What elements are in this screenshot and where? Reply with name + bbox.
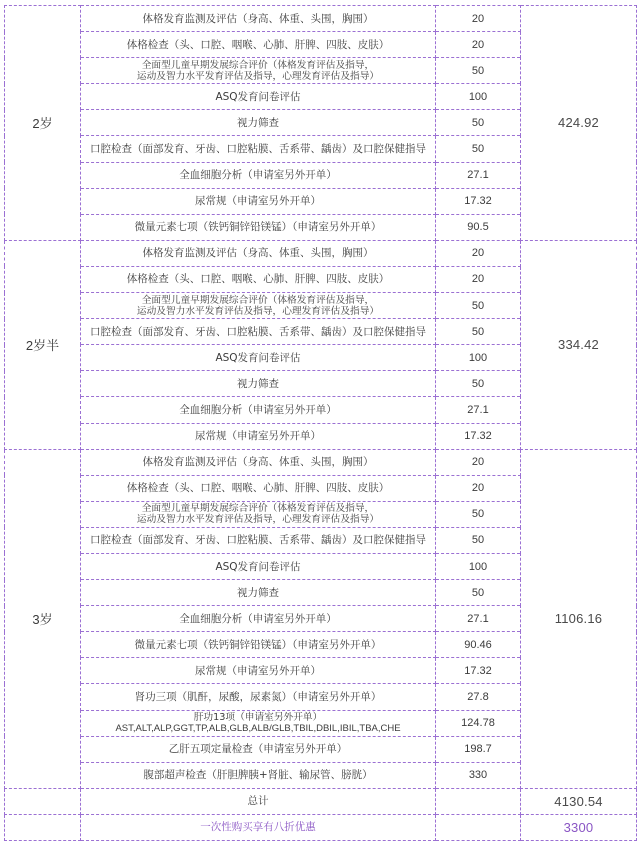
item-name: 腹部超声检查（肝胆脾胰+肾脏、输尿管、膀胱） [81,762,436,788]
discount-row [5,814,637,840]
item-name: 体格检查（头、口腔、咽喉、心肺、肝脾、四肢、皮肤） [81,266,436,292]
empty-cell [5,814,81,840]
empty-cell [436,814,521,840]
item-name: ASQ发育问卷评估 [81,345,436,371]
age-label: 3岁 [5,449,81,788]
table-row [5,6,637,32]
item-name [81,501,436,527]
item-name: 体格检查（头、口腔、咽喉、心肺、肝脾、四肢、皮肤） [81,32,436,58]
item-name: 乙肝五项定量检查（申请室另外开单） [81,736,436,762]
summary-row [5,788,637,814]
item-name-line: 全面型儿童早期发展综合评价（体格发育评估及指导， [141,503,375,515]
grand-total: 4130.54 [521,788,637,814]
item-price: 330 [436,762,521,788]
item-name-line: 全面型儿童早期发展综合评价（体格发育评估及指导， [141,59,375,71]
table-row [5,240,637,266]
item-name: 尿常规（申请室另外开单） [81,658,436,684]
age-label: 2岁半 [5,240,81,449]
item-price: 100 [436,84,521,110]
item-name: 体格发育监测及评估（身高、体重、头围，胸围） [81,240,436,266]
item-price: 20 [436,240,521,266]
item-price: 90.5 [436,214,521,240]
item-name: 体格检查（头、口腔、咽喉、心肺、肝脾、四肢、皮肤） [81,475,436,501]
section-total: 334.42 [521,240,637,449]
item-name: 口腔检查（面部发育、牙齿、口腔粘膜、舌系带、龋齿）及口腔保健指导 [81,136,436,162]
item-name: ASQ发育问卷评估 [81,553,436,579]
item-name: 微量元素七项（铁钙铜锌铅镁锰）（申请室另外开单） [81,214,436,240]
item-name: 口腔检查（面部发育、牙齿、口腔粘膜、舌系带、龋齿）及口腔保健指导 [81,527,436,553]
table-row [5,449,637,475]
item-name: 视力筛查 [81,580,436,606]
item-price: 50 [436,293,521,319]
item-name: 肾功三项（肌酐，尿酸，尿素氮）（申请室另外开单） [81,684,436,710]
item-price: 17.32 [436,188,521,214]
item-name: 全血细胞分析（申请室另外开单） [81,162,436,188]
item-name: 全血细胞分析（申请室另外开单） [81,397,436,423]
item-price: 50 [436,58,521,84]
age-label: 2岁 [5,6,81,241]
item-name-line: 运动及智力水平发育评估及指导，心理发育评估及指导） [136,305,380,317]
item-price: 100 [436,553,521,579]
item-price: 20 [436,6,521,32]
item-price: 20 [436,32,521,58]
item-name: 尿常规（申请室另外开单） [81,423,436,449]
item-price: 20 [436,475,521,501]
item-price: 50 [436,136,521,162]
discount-price: 3300 [521,814,637,840]
item-name: 全血细胞分析（申请室另外开单） [81,606,436,632]
item-name [81,58,436,84]
item-name-line: 运动及智力水平发育评估及指导，心理发育评估及指导） [136,514,380,526]
empty-cell [436,788,521,814]
item-name: 视力筛查 [81,371,436,397]
item-name: 口腔检查（面部发育、牙齿、口腔粘膜、舌系带、龋齿）及口腔保健指导 [81,319,436,345]
item-name-line: AST,ALT,ALP,GGT,TP,ALB,GLB,ALB/GLB,TBIL,DBIL,IBIL,TBA,CHE [115,723,401,735]
item-name [81,710,436,736]
item-price: 27.1 [436,397,521,423]
item-price: 50 [436,110,521,136]
item-name: 微量元素七项（铁钙铜锌铅镁锰）（申请室另外开单） [81,632,436,658]
item-name-line: 运动及智力水平发育评估及指导，心理发育评估及指导） [136,70,380,82]
section-total: 424.92 [521,6,637,241]
section-total: 1106.16 [521,449,637,788]
item-name: 视力筛查 [81,110,436,136]
item-price: 50 [436,371,521,397]
item-name [81,293,436,319]
item-name-line: 全面型儿童早期发展综合评价（体格发育评估及指导， [141,294,375,306]
item-price: 50 [436,527,521,553]
item-name: ASQ发育问卷评估 [81,84,436,110]
item-price: 27.1 [436,162,521,188]
item-name-line: 肝功13项（申请室另外开单） [193,712,323,724]
item-price: 50 [436,580,521,606]
item-price: 198.7 [436,736,521,762]
empty-cell [5,788,81,814]
item-name: 体格发育监测及评估（身高、体重、头围，胸围） [81,449,436,475]
item-price: 17.32 [436,658,521,684]
item-price: 100 [436,345,521,371]
item-price: 27.1 [436,606,521,632]
item-price: 90.46 [436,632,521,658]
item-price: 20 [436,449,521,475]
item-name: 尿常规（申请室另外开单） [81,188,436,214]
item-price: 17.32 [436,423,521,449]
item-price: 27.8 [436,684,521,710]
discount-label: 一次性购买享有八折优惠 [81,814,436,840]
item-price: 50 [436,319,521,345]
item-price: 20 [436,266,521,292]
summary-label: 总计 [81,788,436,814]
item-price: 50 [436,501,521,527]
item-price: 124.78 [436,710,521,736]
item-name: 体格发育监测及评估（身高、体重、头围，胸围） [81,6,436,32]
package-price-table [4,5,637,841]
